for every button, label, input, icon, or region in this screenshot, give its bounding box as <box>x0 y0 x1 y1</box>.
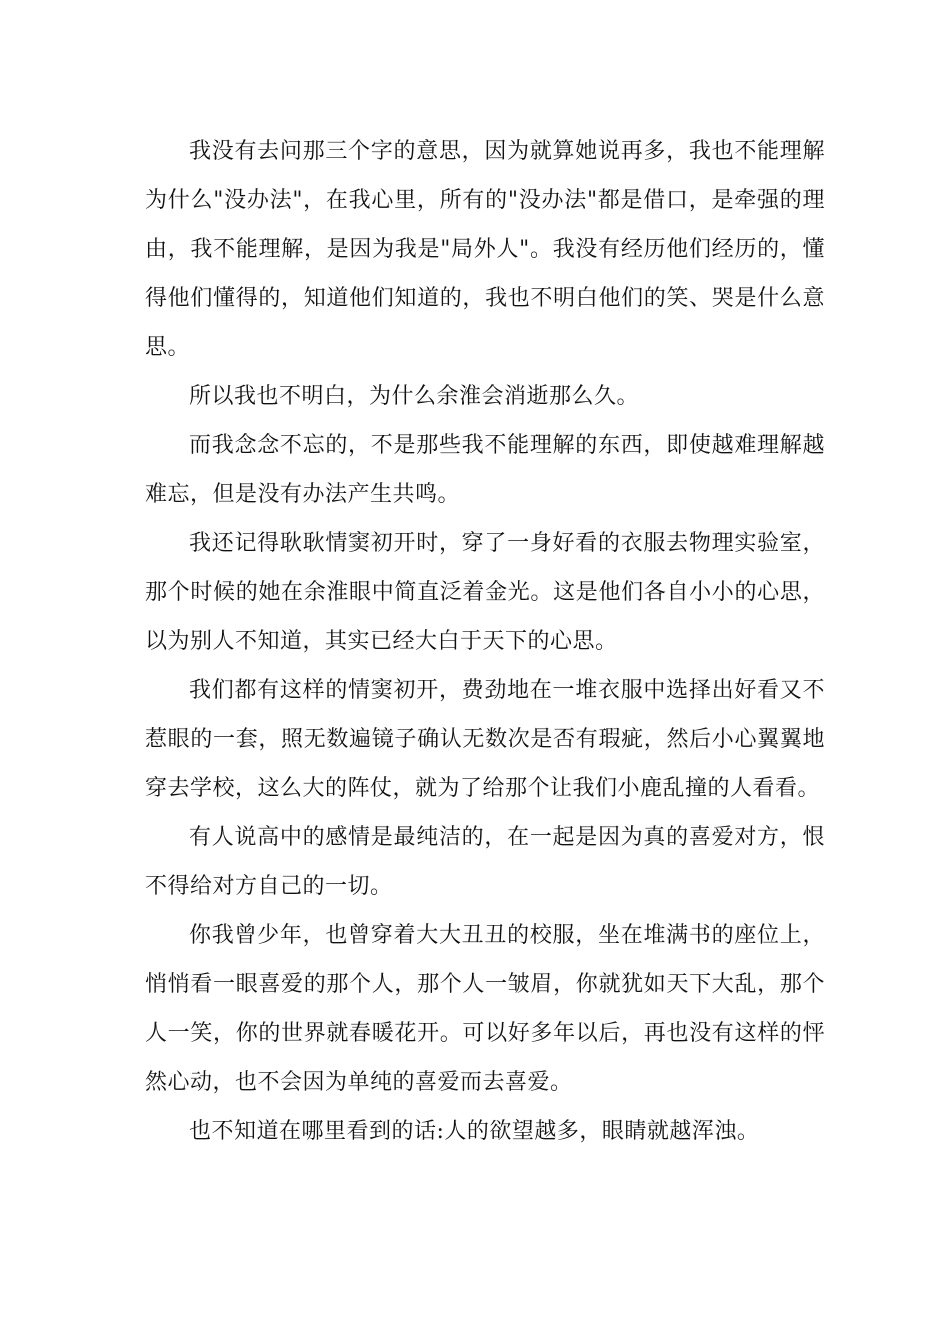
paragraph-4: 我还记得耿耿情窦初开时，穿了一身好看的衣服去物理实验室，那个时候的她在余淮眼中简直泛着金光。这是他们各自小小的心思，以为别人不知道，其实已经大白于天下的心思。 <box>145 531 825 654</box>
paragraph-6: 有人说高中的感情是最纯洁的，在一起是因为真的喜爱对方，恨不得给对方自己的一切。 <box>145 825 825 899</box>
paragraph-7: 你我曾少年，也曾穿着大大丑丑的校服，坐在堆满书的座位上，悄悄看一眼喜爱的那个人，那个人一皱眉，你就犹如天下大乱，那个人一笑，你的世界就春暖花开。可以好多年以后，再也没有这样的怦然心动，也不会因为单纯的喜爱而去喜爱。 <box>145 923 825 1095</box>
paragraph-8: 也不知道在哪里看到的话:人的欲望越多，眼睛就越浑浊。 <box>189 1119 760 1144</box>
paragraph-5: 我们都有这样的情窦初开，费劲地在一堆衣服中选择出好看又不惹眼的一套，照无数遍镜子确认无数次是否有瑕疵，然后小心翼翼地穿去学校，这么大的阵仗，就为了给那个让我们小鹿乱撞的人看看。 <box>145 678 825 801</box>
document-body <box>145 127 825 1156</box>
paragraph-3: 而我念念不忘的，不是那些我不能理解的东西，即使越难理解越难忘，但是没有办法产生共鸣。 <box>145 433 825 507</box>
paragraph-1: 我没有去问那三个字的意思，因为就算她说再多，我也不能理解为什么"没办法"，在我心里，所有的"没办法"都是借口，是牵强的理由，我不能理解，是因为我是"局外人"。我没有经历他们经历的，懂得他们懂得的，知道他们知道的，我也不明白他们的笑、哭是什么意思。 <box>145 139 825 360</box>
paragraph-2: 所以我也不明白，为什么余淮会消逝那么久。 <box>189 384 640 409</box>
